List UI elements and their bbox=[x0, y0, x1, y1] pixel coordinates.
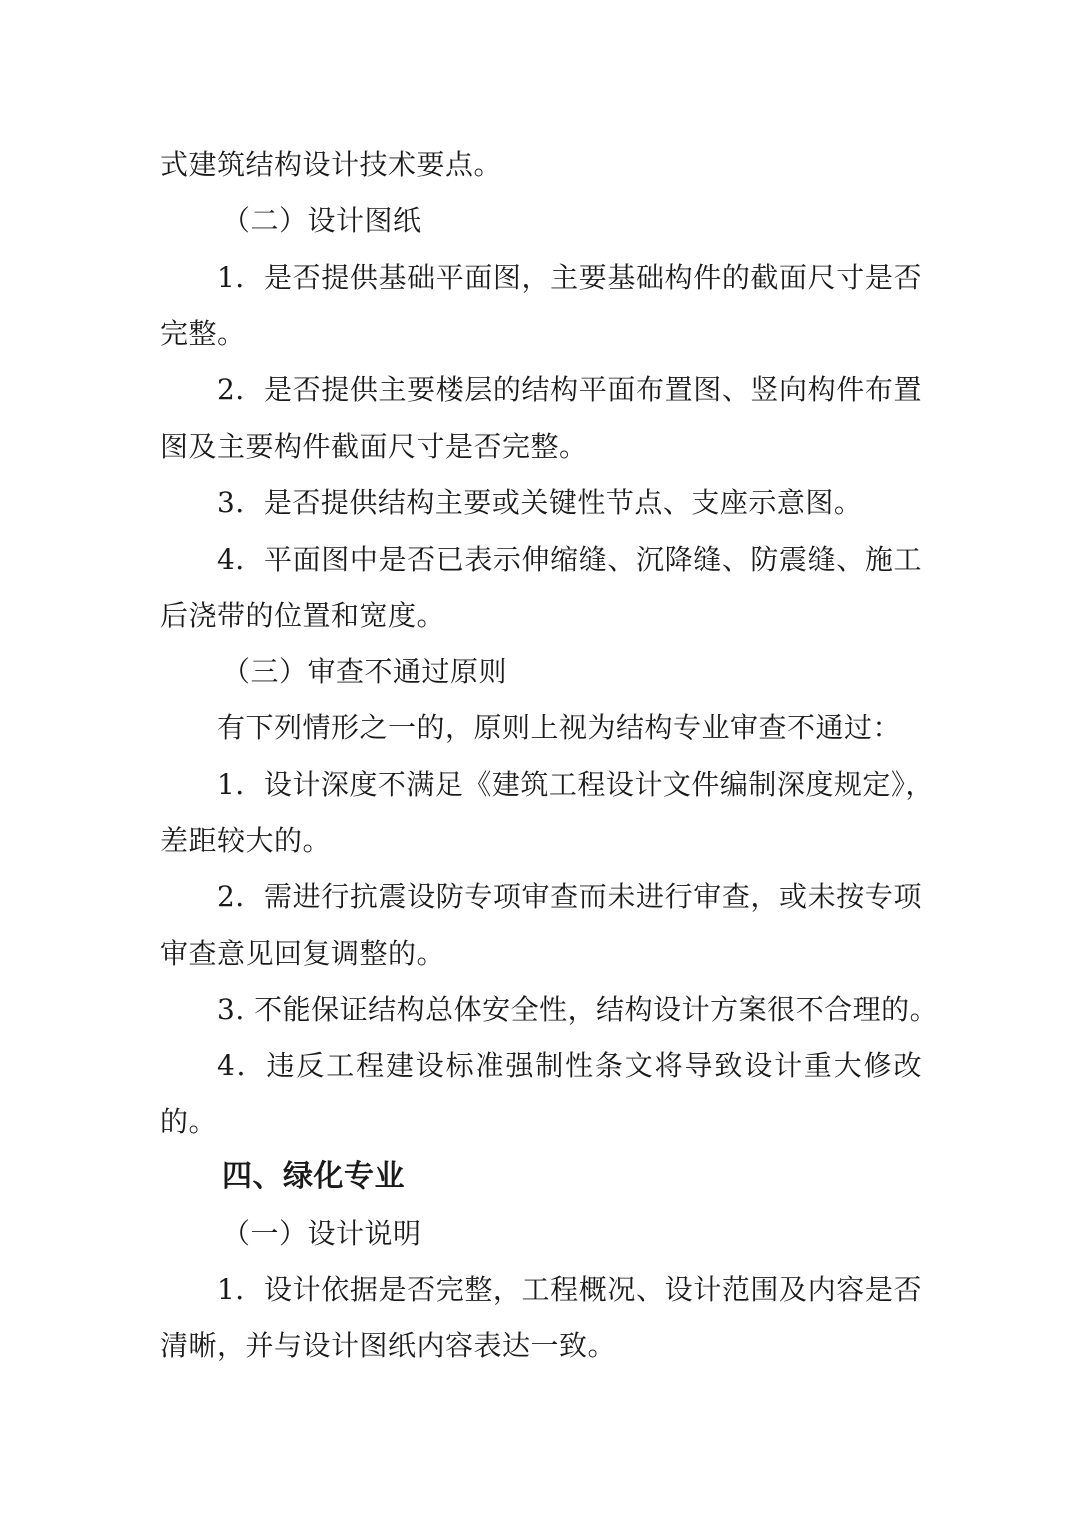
list-item-line: 1．是否提供基础平面图，主要基础构件的截面尺寸是否 bbox=[217, 261, 922, 294]
paragraph-line: 有下列情形之一的，原则上视为结构专业审查不通过： bbox=[217, 711, 902, 744]
list-item-line: 图及主要构件截面尺寸是否完整。 bbox=[160, 430, 588, 463]
list-item-line: 2．是否提供主要楼层的结构平面布置图、竖向构件布置 bbox=[217, 373, 922, 406]
section-subheading-design-notes: （一）设计说明 bbox=[222, 1217, 422, 1250]
list-item-line: 4．平面图中是否已表示伸缩缝、沉降缝、防震缝、施工 bbox=[217, 543, 922, 576]
section-subheading-rejection-principles: （三）审查不通过原则 bbox=[222, 655, 508, 688]
list-item-line: 1．设计依据是否完整，工程概况、设计范围及内容是否 bbox=[217, 1273, 922, 1306]
list-item-line: 的。 bbox=[160, 1105, 218, 1138]
list-item-line: 3．是否提供结构主要或关键性节点、支座示意图。 bbox=[217, 486, 863, 519]
list-item-line: 2．需进行抗震设防专项审查而未进行审查，或未按专项 bbox=[217, 880, 922, 913]
list-item-line: 3. 不能保证结构总体安全性，结构设计方案很不合理的。 bbox=[217, 993, 939, 1026]
section-subheading-design-drawings: （二）设计图纸 bbox=[222, 204, 422, 237]
paragraph-line: 式建筑结构设计技术要点。 bbox=[160, 148, 503, 181]
list-item-line: 4．违反工程建设标准强制性条文将导致设计重大修改 bbox=[217, 1049, 922, 1082]
list-item-line: 后浇带的位置和宽度。 bbox=[160, 599, 446, 632]
section-heading-greening: 四、绿化专业 bbox=[222, 1159, 405, 1194]
list-item-line: 完整。 bbox=[160, 317, 246, 350]
list-item-line: 1．设计深度不满足《建筑工程设计文件编制深度规定》， bbox=[217, 768, 934, 801]
list-item-line: 差距较大的。 bbox=[160, 824, 332, 857]
list-item-line: 审查意见回复调整的。 bbox=[160, 937, 446, 970]
list-item-line: 清晰，并与设计图纸内容表达一致。 bbox=[160, 1329, 617, 1362]
